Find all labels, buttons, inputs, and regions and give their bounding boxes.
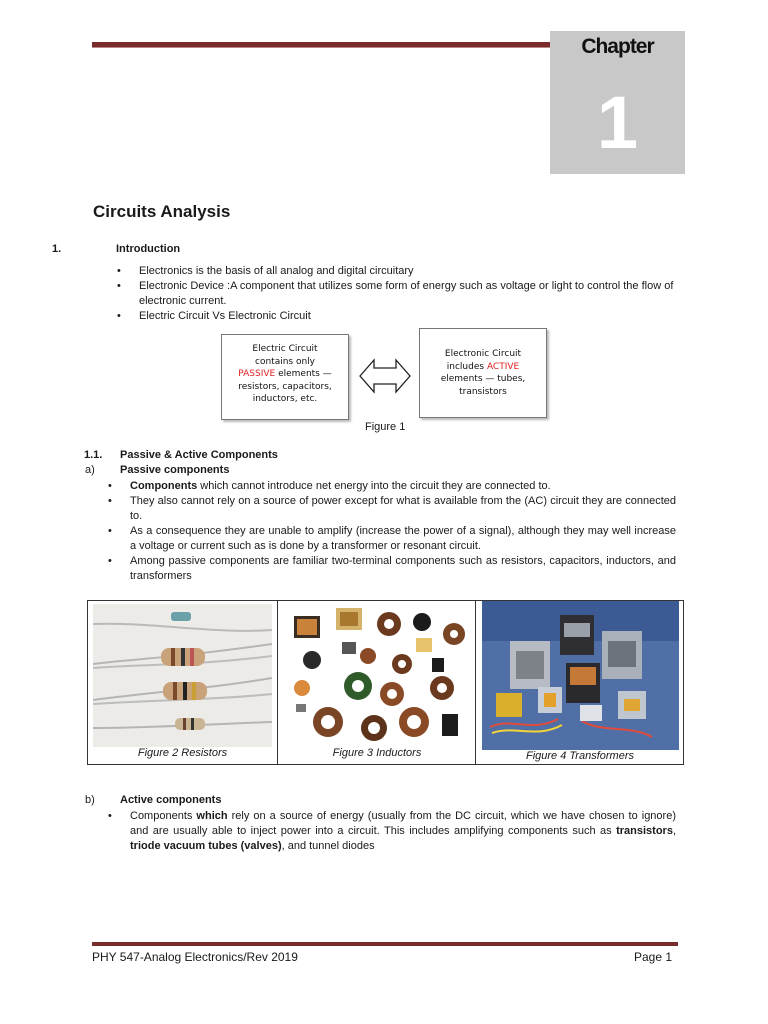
section-heading: Introduction	[116, 243, 181, 255]
header-rule	[92, 42, 550, 48]
list-text: ,	[672, 825, 676, 837]
subsection-heading: Passive & Active Components	[120, 449, 278, 461]
list-item: • Electronics is the basis of all analog and digital circuitary	[115, 264, 675, 279]
box-text: contains only	[255, 356, 315, 367]
bold-term: transistors	[616, 825, 673, 837]
list-text: , and tunnel diodes	[281, 840, 375, 852]
footer-page-number: Page 1	[634, 950, 673, 964]
list-item	[106, 809, 676, 854]
figure-table	[87, 600, 684, 765]
figure-cell-resistors	[88, 601, 277, 764]
electric-circuit-box	[221, 334, 349, 420]
list-item: • Electric Circuit Vs Electronic Circuit	[115, 309, 675, 324]
active-heading: Active components	[120, 794, 222, 806]
box-text: Electronic Circuit	[444, 349, 522, 359]
list-text: Components	[130, 810, 197, 822]
footer-course: PHY 547-Analog Electronics/Rev 2019	[92, 950, 298, 964]
double-arrow-icon	[358, 356, 412, 396]
passive-list	[106, 479, 676, 584]
box-text: inductors, etc.	[252, 394, 318, 404]
list-label: a)	[85, 464, 95, 476]
list-text: which cannot introduce net energy into the circuit they are connected to.	[197, 480, 551, 492]
box-text	[420, 361, 546, 374]
footer-rule	[92, 942, 678, 946]
bold-term: triode vacuum tubes (valves)	[130, 840, 282, 852]
box-text: Electric Circuit	[252, 344, 318, 354]
list-item: • Among passive components are familiar two-terminal components such as resistors, capacitors, inductors, and transformers	[106, 554, 676, 584]
figure-caption-inductors: Figure 3 Inductors	[332, 747, 422, 759]
list-label: b)	[85, 794, 95, 806]
bold-term: which	[196, 810, 228, 822]
figure-caption: Figure 1	[365, 421, 406, 433]
page-title: Circuits Analysis	[93, 202, 231, 221]
bold-term: Components	[130, 480, 198, 492]
subsection-number: 1.1.	[84, 449, 103, 461]
intro-list	[115, 264, 675, 324]
active-highlight: ACTIVE	[486, 361, 520, 372]
list-text: rely on a source of energy (usually from the DC circuit, which we have chosen to ignore) and are usually able to inject power into a circuit. This includes amplifying components such as	[130, 810, 676, 837]
chapter-number: 1	[596, 81, 639, 164]
box-text: elements — tubes,	[440, 374, 526, 384]
passive-highlight: PASSIVE	[238, 369, 276, 379]
list-item	[106, 479, 676, 494]
passive-heading: Passive components	[120, 464, 230, 476]
chapter-box	[550, 31, 685, 174]
figure-caption-resistors: Figure 2 Resistors	[137, 747, 228, 759]
list-item: • As a consequence they are unable to amplify (increase the power of a signal), although they may well increase a voltage or current such as is done by a transformer or resonant circuit.	[106, 524, 676, 554]
figure-cell-inductors	[277, 601, 476, 764]
figure-cell-transformers	[475, 601, 684, 764]
active-list	[106, 809, 676, 854]
chapter-label: Chapter	[581, 35, 654, 58]
transformers-image	[482, 601, 679, 750]
list-item: • They also cannot rely on a source of power except for what is available from the (AC) circuit they are connected to.	[106, 494, 676, 524]
box-text: resistors, capacitors,	[238, 381, 332, 392]
section-number: 1.	[52, 243, 62, 255]
box-text	[222, 368, 348, 381]
electronic-circuit-box	[419, 328, 547, 418]
box-text: includes	[446, 361, 487, 372]
list-item: • Electronic Device :A component that utilizes some form of energy such as voltage or light to control the flow of electronic current.	[115, 279, 675, 309]
box-text: transistors	[459, 386, 507, 397]
box-text: elements —	[275, 369, 332, 379]
inductors-image	[282, 604, 472, 747]
resistors-image	[93, 604, 272, 747]
figure-caption-transformers: Figure 4 Transformers	[526, 750, 634, 762]
